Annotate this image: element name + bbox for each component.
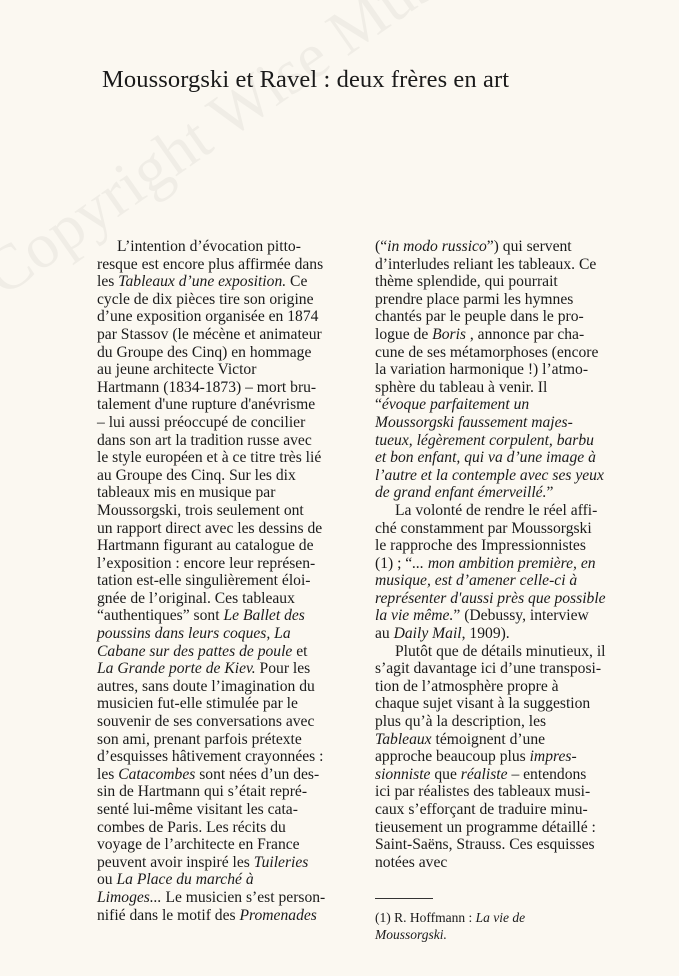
italic-text: évoque parfaitement un xyxy=(381,396,530,414)
text-line xyxy=(375,537,643,555)
text-segment: d’interludes reliant les tableaux. Ce xyxy=(375,255,597,273)
text-segment: musicien fut-elle stimulée par le xyxy=(97,695,298,713)
text-segment: ici par réalistes des tableaux musi- xyxy=(375,783,591,801)
italic-text: sionniste xyxy=(375,765,431,783)
italic-text: de grand enfant émerveillé. xyxy=(375,484,547,502)
text-line xyxy=(375,291,643,309)
text-line xyxy=(375,625,643,643)
text-line xyxy=(97,731,359,749)
text-segment: témoignent d’une xyxy=(431,730,546,748)
text-segment: Ce xyxy=(286,273,308,291)
text-line xyxy=(375,678,643,696)
italic-text: Limoges... xyxy=(97,888,162,906)
italic-text: impres- xyxy=(529,748,577,766)
italic-text: représenter d'aussi près que possible xyxy=(375,589,606,607)
text-line xyxy=(375,783,643,801)
text-segment: que xyxy=(430,765,461,783)
text-segment: le rapproche des Impressionnistes xyxy=(375,537,586,555)
text-segment: le style européen et à ce titre très lié xyxy=(97,449,322,467)
text-segment: les xyxy=(97,765,119,783)
text-line xyxy=(97,889,359,907)
text-segment: Pour les xyxy=(255,660,311,678)
text-segment: Plutôt que de détails minutieux, il xyxy=(395,642,606,660)
text-line xyxy=(375,520,643,538)
text-line xyxy=(97,607,359,625)
text-line xyxy=(375,731,643,749)
italic-text: musique, est d’amener celle-ci à xyxy=(375,572,578,590)
text-line xyxy=(97,713,359,731)
text-segment: gnée de l’original. Ces tableaux xyxy=(97,589,295,607)
text-segment: dans son art la tradition russe avec xyxy=(97,431,312,449)
text-segment: (1) R. Hoffmann : xyxy=(375,910,476,925)
text-segment: La volonté de rendre le réel affi- xyxy=(395,501,598,519)
italic-text: réaliste xyxy=(460,765,508,783)
text-line xyxy=(375,926,525,943)
text-line xyxy=(375,326,643,344)
text-line xyxy=(375,467,643,485)
text-line xyxy=(97,273,359,291)
text-segment: au Groupe des Cinq. Sur les dix xyxy=(97,466,296,484)
text-segment: l’exposition : encore leur représen- xyxy=(97,554,316,572)
text-line xyxy=(375,396,643,414)
text-line xyxy=(375,308,643,326)
text-line xyxy=(97,643,359,661)
italic-text: La Grande porte de Kiev. xyxy=(97,660,256,678)
text-line xyxy=(97,484,359,502)
text-line xyxy=(375,909,525,926)
text-line xyxy=(375,607,643,625)
italic-text: et bon enfant, qui va d’une image à xyxy=(375,449,596,467)
text-segment: autres, sans doute l’imagination du xyxy=(97,677,315,695)
text-segment: chantés par le peuple dans le pro- xyxy=(375,308,584,326)
italic-text: l’autre et la contemple avec ses yeux xyxy=(375,466,604,484)
text-line xyxy=(375,502,643,520)
italic-text: Promenades xyxy=(239,906,317,924)
text-line xyxy=(375,801,643,819)
italic-text: Moussorgski. xyxy=(375,927,447,942)
text-segment: approche beaucoup plus xyxy=(375,748,530,766)
text-line xyxy=(97,396,359,414)
text-line xyxy=(375,449,643,467)
text-segment: prendre place parmi les hymnes xyxy=(375,290,574,308)
italic-text: tueux, légèrement corpulent, barbu xyxy=(375,431,594,449)
text-line xyxy=(375,854,643,872)
text-segment: ou xyxy=(97,871,117,889)
text-segment: les xyxy=(97,273,119,291)
italic-text: Tableaux d’une exposition. xyxy=(118,273,287,291)
italic-text: Tableaux xyxy=(375,730,432,748)
text-line xyxy=(97,379,359,397)
text-line xyxy=(375,713,643,731)
footnote xyxy=(375,909,525,943)
text-segment: Hartmann (1834-1873) – mort bru- xyxy=(97,378,317,396)
text-segment: talement d'une rupture d'anévrisme xyxy=(97,396,316,414)
text-line xyxy=(97,572,359,590)
text-line xyxy=(97,854,359,872)
text-segment: ”) qui servent xyxy=(486,238,572,255)
text-segment: L’intention d’évocation pitto- xyxy=(117,238,301,255)
text-segment: (1) ; “ xyxy=(375,554,413,572)
text-line xyxy=(375,432,643,450)
text-line xyxy=(97,555,359,573)
text-segment: – lui aussi préoccupé de concilier xyxy=(97,413,306,431)
text-line xyxy=(97,871,359,889)
text-line xyxy=(97,502,359,520)
text-segment: sin de Hartmann qui s’était repré- xyxy=(97,783,308,801)
text-line xyxy=(375,379,643,397)
text-segment: au jeune architecte Victor xyxy=(97,361,257,379)
text-line xyxy=(97,801,359,819)
text-line xyxy=(375,819,643,837)
text-segment: chaque sujet visant à la suggestion xyxy=(375,695,591,713)
italic-text: poussins dans leurs coques, La xyxy=(97,625,291,643)
text-segment: , 1909). xyxy=(461,625,510,643)
text-line xyxy=(375,273,643,291)
right-column xyxy=(375,238,643,871)
text-line xyxy=(375,555,643,573)
text-segment: – entendons xyxy=(507,765,587,783)
text-line xyxy=(375,344,643,362)
italic-text: La Place du marché à xyxy=(116,871,254,889)
text-segment: la variation harmonique !) l’atmo- xyxy=(375,361,589,379)
text-line xyxy=(97,836,359,854)
italic-text: la vie même. xyxy=(375,607,454,625)
italic-text: Daily Mail xyxy=(393,625,462,643)
text-line xyxy=(375,484,643,502)
text-segment: resque est encore plus affirmée dans xyxy=(97,255,324,273)
text-line xyxy=(97,625,359,643)
text-line xyxy=(97,308,359,326)
text-segment: cycle de dix pièces tire son origine xyxy=(97,290,314,308)
text-line xyxy=(97,449,359,467)
left-column xyxy=(97,238,359,924)
text-segment: ché constamment par Moussorgski xyxy=(375,519,592,537)
text-segment: un rapport direct avec les dessins de xyxy=(97,519,323,537)
text-segment: sphère du tableau à venir. Il xyxy=(375,378,548,396)
text-line xyxy=(375,695,643,713)
italic-text: Le Ballet des xyxy=(223,607,305,625)
text-line xyxy=(97,748,359,766)
text-segment: ” (Debussy, interview xyxy=(453,607,589,625)
text-segment: son ami, prenant parfois prétexte xyxy=(97,730,302,748)
text-segment: du Groupe des Cinq) en hommage xyxy=(97,343,312,361)
text-line xyxy=(97,344,359,362)
text-line xyxy=(97,256,359,274)
text-segment: nifié dans le motif des xyxy=(97,906,240,924)
text-line xyxy=(97,783,359,801)
text-line xyxy=(97,695,359,713)
text-line xyxy=(97,414,359,432)
text-line xyxy=(97,819,359,837)
text-segment: par Stassov (le mécène et animateur xyxy=(97,325,322,343)
text-line xyxy=(97,291,359,309)
italic-text: in modo russico xyxy=(387,238,487,255)
text-segment: Le musicien s’est person- xyxy=(161,888,326,906)
text-segment: voyage de l’architecte en France xyxy=(97,836,300,854)
text-line xyxy=(375,361,643,379)
text-line xyxy=(375,572,643,590)
text-line xyxy=(375,836,643,854)
text-line xyxy=(375,414,643,432)
text-line xyxy=(375,748,643,766)
text-line xyxy=(375,238,643,256)
text-line xyxy=(375,590,643,608)
text-line xyxy=(97,590,359,608)
text-segment: peuvent avoir inspiré les xyxy=(97,853,254,871)
text-segment: “authentiques” sont xyxy=(97,607,224,625)
page-title: Moussorgski et Ravel : deux frères en art xyxy=(102,66,510,93)
text-segment: Saint-Saëns, Strauss. Ces esquisses xyxy=(375,836,595,854)
italic-text: ... mon ambition première, en xyxy=(412,554,596,572)
text-line xyxy=(97,432,359,450)
text-segment: sont nées d’un des- xyxy=(195,765,320,783)
text-segment: et xyxy=(292,642,308,660)
text-segment: cune de ses métamorphoses (encore xyxy=(375,343,599,361)
italic-text: Catacombes xyxy=(118,765,196,783)
text-segment: d’une exposition organisée en 1874 xyxy=(97,308,319,326)
text-segment: tableaux mis en musique par xyxy=(97,484,276,502)
text-segment: logue de xyxy=(375,325,433,343)
italic-text: Cabane sur des pattes de poule xyxy=(97,642,293,660)
text-segment: , annonce par cha- xyxy=(465,325,585,343)
italic-text: Tuileries xyxy=(253,853,309,871)
text-segment: combes de Paris. Les récits du xyxy=(97,818,286,836)
text-segment: souvenir de ses conversations avec xyxy=(97,713,315,731)
text-segment: notées avec xyxy=(375,853,448,871)
text-line xyxy=(97,907,359,925)
text-segment: (“ xyxy=(375,238,388,255)
text-segment: senté lui-même visitant les cata- xyxy=(97,801,298,818)
text-segment: s’agit davantage ici d’une transposi- xyxy=(375,660,602,678)
footnote-rule xyxy=(375,898,433,899)
text-segment: caux s’efforçant de traduire minu- xyxy=(375,801,588,818)
text-segment: tation est-elle singulièrement éloi- xyxy=(97,572,311,590)
text-line xyxy=(97,766,359,784)
text-segment: tion de l’atmosphère propre à xyxy=(375,677,559,695)
text-segment: tieusement un programme détaillé : xyxy=(375,818,596,836)
text-segment: au xyxy=(375,625,394,643)
text-segment: thème splendide, qui pourrait xyxy=(375,273,558,291)
text-segment: “ xyxy=(375,396,382,414)
text-line xyxy=(375,660,643,678)
text-line xyxy=(97,678,359,696)
text-line xyxy=(375,766,643,784)
text-line xyxy=(97,238,359,256)
text-line xyxy=(97,326,359,344)
italic-text: La vie de xyxy=(475,910,526,925)
text-line xyxy=(97,537,359,555)
text-line xyxy=(375,256,643,274)
text-segment: ” xyxy=(546,484,554,502)
text-segment: Hartmann figurant au catalogue de xyxy=(97,537,314,555)
text-line xyxy=(97,467,359,485)
text-segment: plus qu’à la description, les xyxy=(375,713,547,731)
text-line xyxy=(375,643,643,661)
text-line xyxy=(97,361,359,379)
text-line xyxy=(97,520,359,538)
text-segment: Moussorgski, trois seulement ont xyxy=(97,501,304,519)
text-line xyxy=(97,660,359,678)
italic-text: Boris xyxy=(432,325,466,343)
text-segment: d’esquisses hâtivement crayonnées : xyxy=(97,748,324,766)
italic-text: Moussorgski faussement majes- xyxy=(375,413,573,431)
